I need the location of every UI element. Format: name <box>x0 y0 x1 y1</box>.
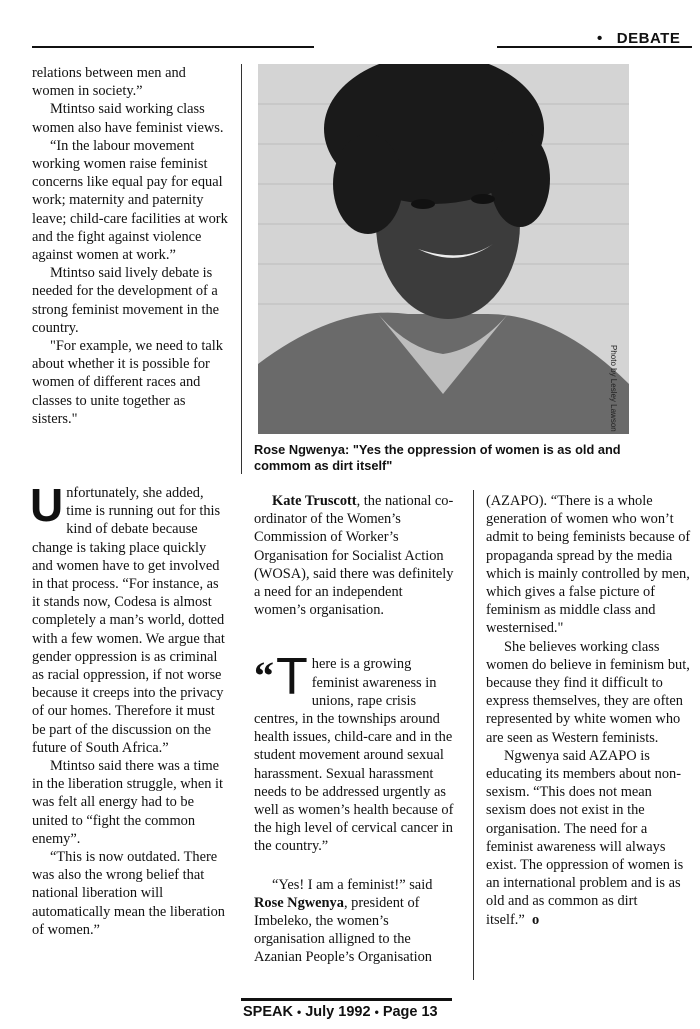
header-rule-left <box>32 46 314 48</box>
section-tag <box>597 30 680 47</box>
column-3 <box>486 492 692 929</box>
portrait-photo <box>258 64 629 434</box>
column-1-bottom <box>30 479 230 939</box>
section-label: DEBATE <box>616 30 681 47</box>
drop-cap: U <box>30 479 64 531</box>
pull-quote: “ T here is a growing feminist awareness in unions, rape crisis centres, in the townships around health issues, child-care and in the student movement around sexual harassment. Sexual harassment needs to be addressed urgently as well as women’s health because of the high level of cervical cancer in the country.” <box>254 648 454 855</box>
paragraph: Ngwenya said AZAPO is educating its members about non-sexism. “This does not mean sexism does not exist in the organisation. The need for a feminist awareness will always exist. The oppression of women is an international problem and is as old and as common as dirt itself.” o <box>486 747 684 928</box>
end-mark-icon: o <box>531 911 540 928</box>
column-2 <box>254 492 454 967</box>
person-name: Rose Ngwenya <box>254 894 344 911</box>
quote-drop-cap: T <box>276 648 308 707</box>
paragraph: Unfortunately, she added, time is running out for this kind of debate because change is taking place quickly and women have to get involved in that process. “For instance, as it stands now, Codesa is almost completely a man’s world, dotted with a few women. We argue that gender oppression is as criminal as racial oppression, if not worse because it creeps into the privacy of our homes. Therefore it must be part of the discussion on the future of South Africa.” <box>30 479 225 756</box>
quote-mark: “ <box>254 653 274 699</box>
paragraph: She believes working class women do believe in feminism but, because they find it difficult to express themselves, they are often represented by white women who are seen as Western feminists. <box>486 638 690 746</box>
paragraph: "For example, we need to talk about whether it is possible for women of different races and classes to unite together as sisters." <box>32 338 223 427</box>
paragraph: (AZAPO). “There is a whole generation of women who won’t admit to being feminists because of propaganda spread by the media which is mainly controlled by men, which gives a false picture of feminism as middle class and westernised." <box>486 493 691 637</box>
issue-date: July 1992 <box>305 1004 371 1020</box>
column-divider <box>241 64 242 474</box>
paragraph: “This is now outdated. There was also the wrong belief that national liberation will automatically mean the liberation of women.” <box>32 849 226 938</box>
paragraph: Mtintso said lively debate is needed for the development of a strong feminist movement in the country. <box>32 265 220 336</box>
column-divider <box>473 490 474 980</box>
footer-rule <box>241 998 452 1001</box>
paragraph: “Yes! I am a feminist!” said Rose Ngwenya, president of Imbeleko, the women’s organisation alligned to the Azanian People’s Organisation <box>254 876 433 966</box>
bullet-icon: • <box>374 1005 379 1019</box>
page-number: Page 13 <box>382 1004 438 1020</box>
person-name: Kate Truscott <box>272 493 357 509</box>
paragraph: Kate Truscott, the national co-ordinator of the Women’s Commission of Worker’s Organisation for Socialist Action (WOSA), said there was definitely a need for an independent women’s organisation. <box>254 493 454 619</box>
column-1-top <box>32 64 228 428</box>
paragraph: relations between men and women in society.” <box>32 65 186 100</box>
publication-name: SPEAK <box>243 1004 293 1020</box>
paragraph: Mtintso said there was a time in the liberation struggle, when it was felt all energy had to be united to “fight the common enemy”. <box>32 758 224 847</box>
photo-credit: Photo by Lesley Lawson <box>609 345 618 432</box>
page-footer <box>243 1004 438 1020</box>
paragraph: Mtintso said working class women also have feminist views. <box>32 101 224 136</box>
bullet-icon: • <box>297 1005 302 1019</box>
paragraph: “In the labour movement working women raise feminist concerns like equal pay for equal work; maternity and paternity leave; child-care facilities at work and the fight against violence against women at work.” <box>32 137 228 264</box>
bullet-icon: • <box>597 30 603 47</box>
portrait-illustration <box>258 64 629 434</box>
photo-caption: Rose Ngwenya: "Yes the oppression of women is as old and commom as dirt itself" <box>254 442 621 473</box>
